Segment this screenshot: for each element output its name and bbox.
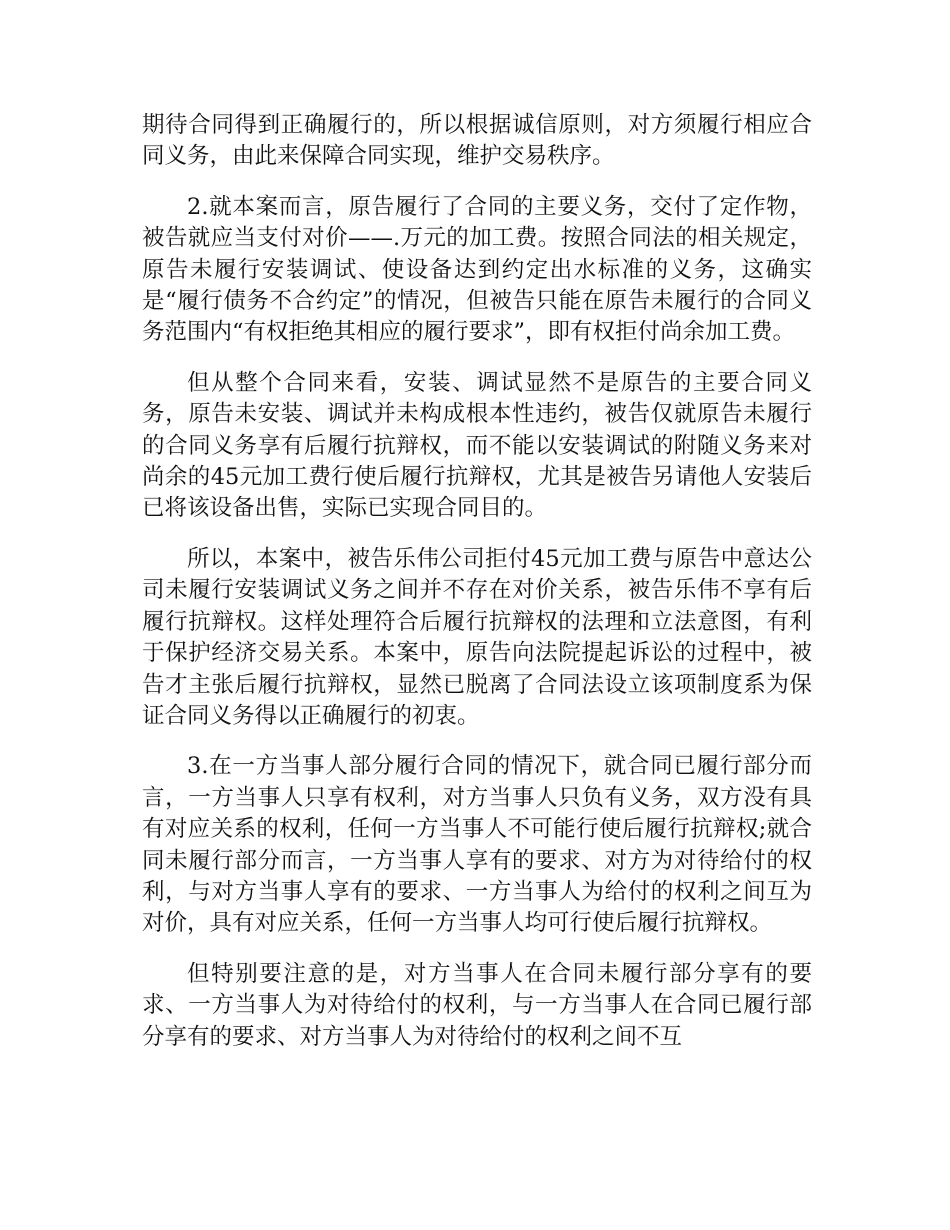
paragraph-point-3: 3.在一方当事人部分履行合同的情况下，就合同已履行部分而言，一方当事人只享有权利，对方当事人只负有义务，双方没有具有对应关系的权利，任何一方当事人不可能行使后履行抗辩权;就合同未履行部分而言，一方当事人享有的要求、对方为对待给付的权利，与对方当事人享有的要求、一方当事人为给付的权利之间互为对价，具有对应关系，任何一方当事人均可行使后履行抗辩权。: [142, 753, 812, 937]
paragraph-continuation: 期待合同得到正确履行的，所以根据诚信原则，对方须履行相应合同义务，由此来保障合同实现，维护交易秩序。: [142, 112, 812, 170]
paragraph-special-note: 但特别要注意的是，对方当事人在合同未履行部分享有的要求、一方当事人为对待给付的权利，与一方当事人在合同已履行部分享有的要求、对方当事人为对待给付的权利之间不互: [142, 960, 812, 1050]
paragraph-overall-contract: 但从整个合同来看，安装、调试显然不是原告的主要合同义务，原告未安装、调试并未构成根本性违约，被告仅就原告未履行的合同义务享有后履行抗辩权，而不能以安装调试的附随义务来对尚余的45元加工费行使后履行抗辩权，尤其是被告另请他人安装后已将该设备出售，实际已实现合同目的。: [142, 369, 812, 522]
document-body: [142, 110, 812, 1072]
paragraph-point-2: 2.就本案而言，原告履行了合同的主要义务，交付了定作物，被告就应当支付对价——.万元的加工费。按照合同法的相关规定，原告未履行安装调试、使设备达到约定出水标准的义务，这确实是“履行债务不合约定”的情况，但被告只能在原告未履行的合同义务范围内“有权拒绝其相应的履行要求”，即有权拒付尚余加工费。: [142, 193, 812, 346]
paragraph-conclusion: 所以，本案中，被告乐伟公司拒付45元加工费与原告中意达公司未履行安装调试义务之间并不存在对价关系，被告乐伟不享有后履行抗辩权。这样处理符合后履行抗辩权的法理和立法意图，有利于保护经济交易关系。本案中，原告向法院提起诉讼的过程中，被告才主张后履行抗辩权，显然已脱离了合同法设立该项制度系为保证合同义务得以正确履行的初衷。: [142, 545, 812, 729]
